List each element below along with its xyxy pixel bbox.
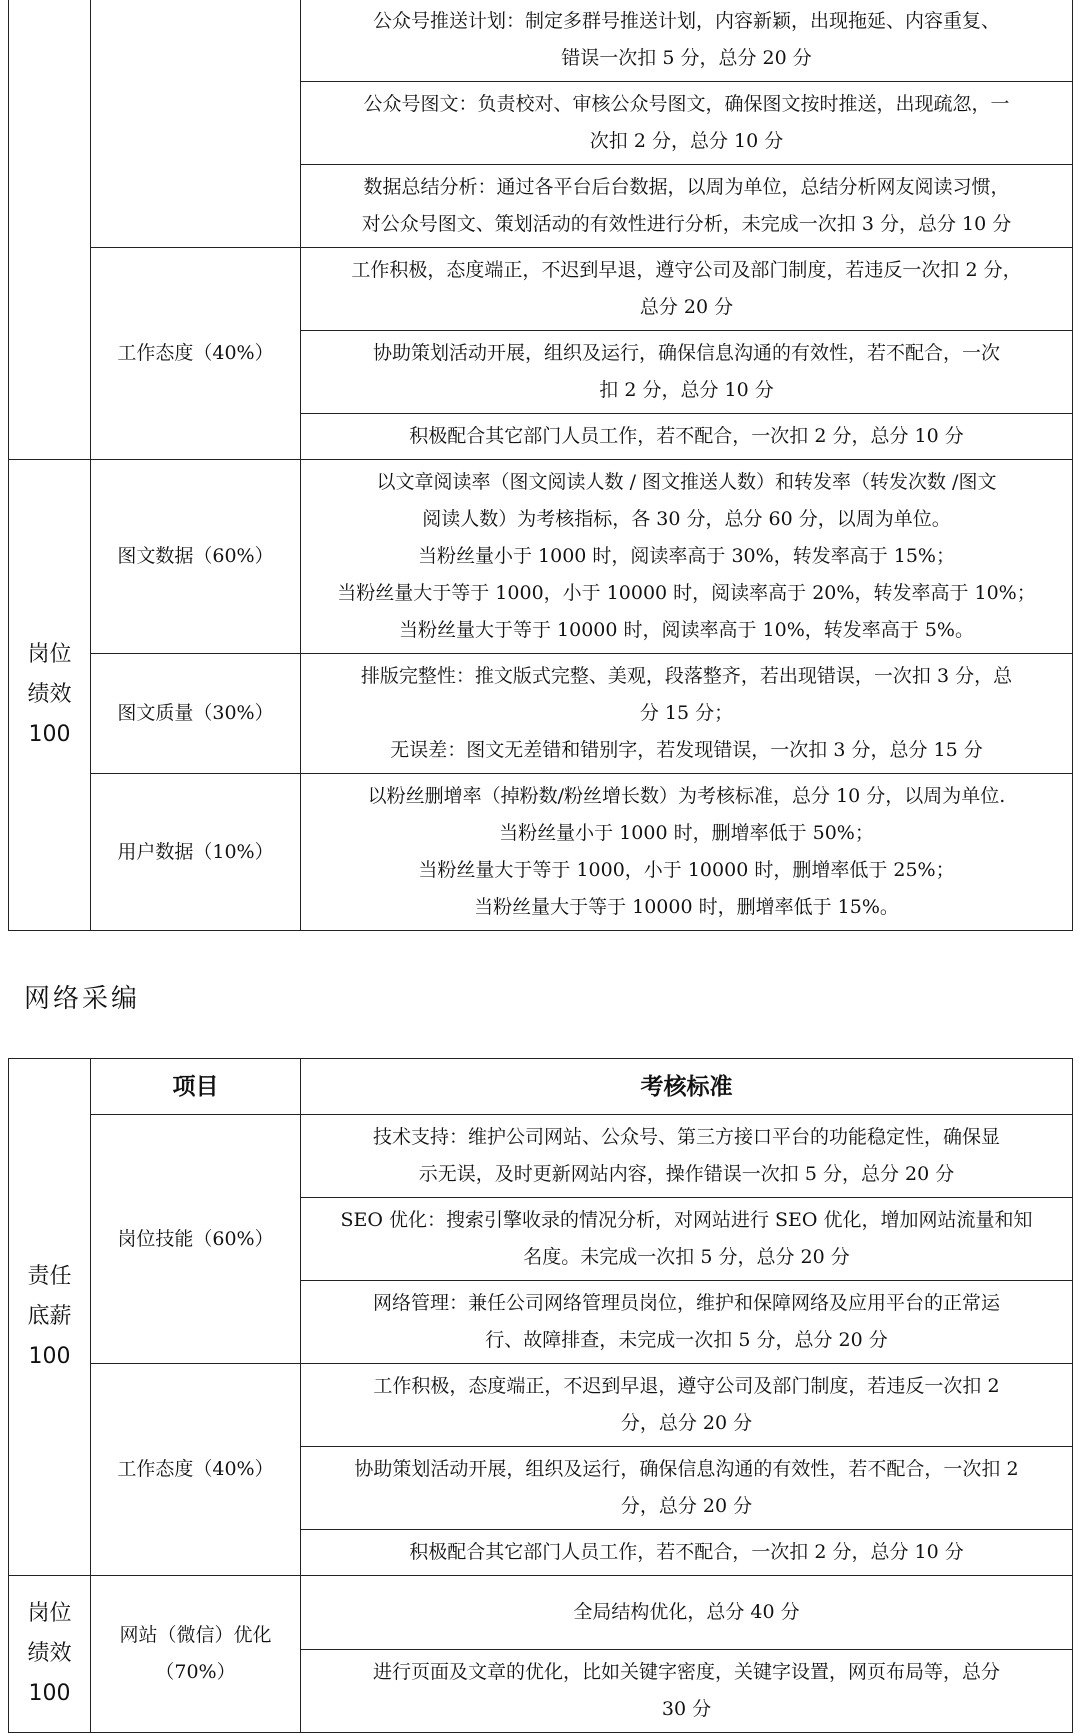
category-cell: 工作态度（40%） bbox=[91, 1364, 301, 1576]
section-title: 网络采编 bbox=[24, 984, 141, 1014]
criteria-cell: 协助策划活动开展，组织及运行，确保信息沟通的有效性，若不配合，一次扣 2 分，总分 20 分 bbox=[301, 1447, 1073, 1530]
criteria-cell: SEO 优化：搜索引擎收录的情况分析，对网站进行 SEO 优化，增加网站流量和知 名度。未完成一次扣 5 分，总分 20 分 bbox=[301, 1198, 1073, 1281]
table-header-row bbox=[9, 1059, 1073, 1115]
criteria-cell: 网络管理：兼任公司网络管理员岗位，维护和保障网络及应用平台的正常运 行、故障排查，未完成一次扣 5 分，总分 20 分 bbox=[301, 1281, 1073, 1364]
table-row bbox=[9, 1576, 1073, 1650]
column-header-item: 项目 bbox=[91, 1059, 301, 1115]
criteria-cell: 协助策划活动开展，组织及运行，确保信息沟通的有效性，若不配合，一次 扣 2 分，总分 10 分 bbox=[301, 331, 1073, 414]
criteria-cell: 工作积极，态度端正，不迟到早退，遵守公司及部门制度，若违反一次扣 2 分，总分 20 分 bbox=[301, 1364, 1073, 1447]
criteria-cell: 以文章阅读率（图文阅读人数 / 图文推送人数）和转发率（转发次数 /图文 阅读人数）为考核指标，各 30 分，总分 60 分，以周为单位。 当粉丝量小于 1000 时，阅读率高于 30%，转发率高于 15%； 当粉丝量大于等于 1000，小于 10000 时，阅读率高于 20%，转发率高于 10%； 当粉丝量大于等于 10000 时，阅读率高于 10%，转发率高于 5%。 bbox=[301, 460, 1073, 654]
table-content-operations bbox=[8, 0, 1073, 931]
criteria-cell: 工作积极，态度端正，不迟到早退，遵守公司及部门制度，若违反一次扣 2 分， 总分 20 分 bbox=[301, 248, 1073, 331]
table-row bbox=[9, 1364, 1073, 1447]
criteria-cell: 技术支持：维护公司网站、公众号、第三方接口平台的功能稳定性，确保显 示无误，及时更新网站内容，操作错误一次扣 5 分，总分 20 分 bbox=[301, 1115, 1073, 1198]
table-row bbox=[9, 460, 1073, 654]
table-row bbox=[9, 248, 1073, 331]
criteria-cell: 积极配合其它部门人员工作，若不配合，一次扣 2 分，总分 10 分 bbox=[301, 414, 1073, 460]
table-row bbox=[9, 1115, 1073, 1198]
criteria-cell: 积极配合其它部门人员工作，若不配合，一次扣 2 分，总分 10 分 bbox=[301, 1530, 1073, 1576]
table-row bbox=[9, 0, 1073, 82]
category-cell: 工作态度（40%） bbox=[91, 248, 301, 460]
criteria-cell: 数据总结分析：通过各平台后台数据，以周为单位，总结分析网友阅读习惯， 对公众号图文、策划活动的有效性进行分析，未完成一次扣 3 分，总分 10 分 bbox=[301, 165, 1073, 248]
group-cell-blank bbox=[9, 0, 91, 460]
category-cell: 网站（微信）优化 （70%） bbox=[91, 1576, 301, 1733]
category-cell: 岗位技能（60%） bbox=[91, 1115, 301, 1364]
criteria-cell: 公众号推送计划：制定多群号推送计划，内容新颖，出现拖延、内容重复、 错误一次扣 5 分，总分 20 分 bbox=[301, 0, 1073, 82]
table-row bbox=[9, 774, 1073, 931]
table-row bbox=[9, 654, 1073, 774]
group-label-performance: 岗位 绩效 100 bbox=[9, 460, 91, 931]
criteria-cell: 公众号图文：负责校对、审核公众号图文，确保图文按时推送，出现疏忽，一 次扣 2 分，总分 10 分 bbox=[301, 82, 1073, 165]
criteria-cell: 全局结构优化，总分 40 分 bbox=[301, 1576, 1073, 1650]
group-label-responsibility: 责任 底薪 100 bbox=[9, 1059, 91, 1576]
criteria-cell: 以粉丝删增率（掉粉数/粉丝增长数）为考核标准，总分 10 分，以周为单位. 当粉丝量小于 1000 时，删增率低于 50%； 当粉丝量大于等于 1000，小于 10000 时，删增率低于 25%； 当粉丝量大于等于 10000 时，删增率低于 15%。 bbox=[301, 774, 1073, 931]
criteria-cell: 排版完整性：推文版式完整、美观，段落整齐，若出现错误，一次扣 3 分，总 分 15 分； 无误差：图文无差错和错别字，若发现错误，一次扣 3 分，总分 15 分 bbox=[301, 654, 1073, 774]
criteria-cell: 进行页面及文章的优化，比如关键字密度，关键字设置，网页布局等，总分 30 分 bbox=[301, 1650, 1073, 1733]
category-cell-blank bbox=[91, 0, 301, 248]
table-network-editing bbox=[8, 1058, 1073, 1733]
group-label-performance: 岗位 绩效 100 bbox=[9, 1576, 91, 1733]
category-cell: 用户数据（10%） bbox=[91, 774, 301, 931]
category-cell: 图文质量（30%） bbox=[91, 654, 301, 774]
category-cell: 图文数据（60%） bbox=[91, 460, 301, 654]
column-header-criteria: 考核标准 bbox=[301, 1059, 1073, 1115]
